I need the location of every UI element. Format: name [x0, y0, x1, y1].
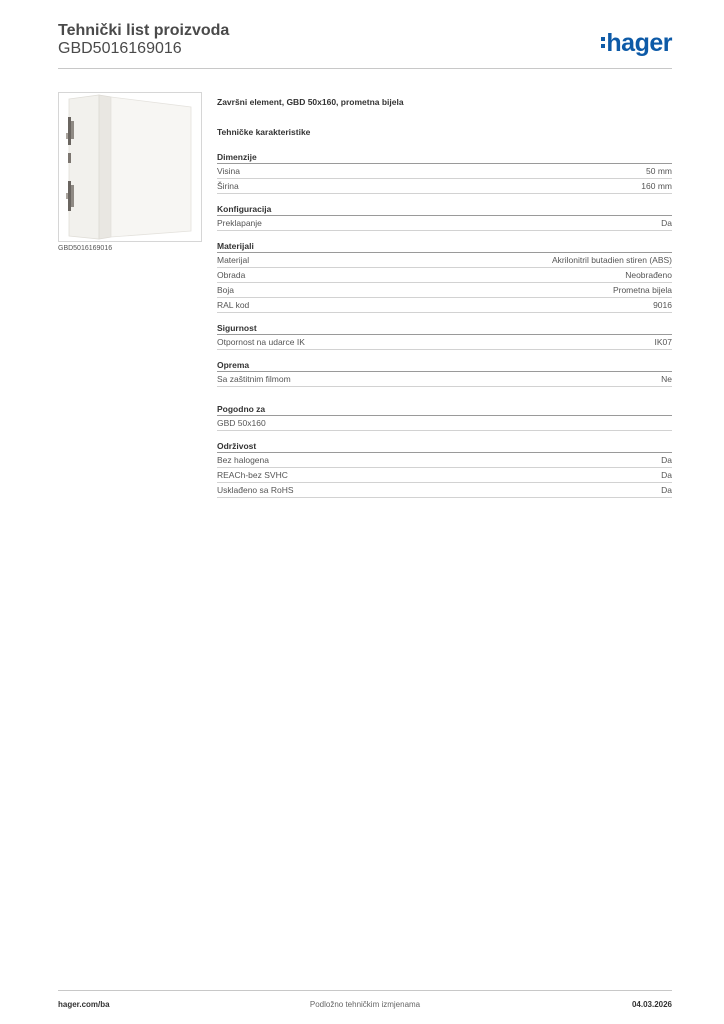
- spec-sections: [217, 151, 672, 498]
- spec-row: [217, 298, 672, 313]
- spec-label: Visina: [217, 166, 240, 176]
- spec-row: [217, 372, 672, 387]
- section-title: Održivost: [217, 440, 672, 453]
- spec-label: Boja: [217, 285, 235, 295]
- spec-value: 50 mm: [646, 166, 672, 176]
- page-footer: [58, 990, 672, 1021]
- section-title: Sigurnost: [217, 322, 672, 335]
- spec-row: [217, 253, 672, 268]
- spec-value: Akrilonitril butadien stiren (ABS): [552, 255, 672, 265]
- spec-label: Materijal: [217, 255, 250, 265]
- spec-section: [217, 203, 672, 231]
- spec-label: Bez halogena: [217, 455, 269, 465]
- spec-label: Širina: [217, 181, 239, 191]
- spec-label: Otpornost na udarce IK: [217, 337, 305, 347]
- footer-notice: Podložno tehničkim izmjenama: [309, 1000, 421, 1009]
- spec-row: [217, 335, 672, 350]
- section-title: Pogodno za: [217, 403, 672, 416]
- spec-value: Prometna bijela: [612, 285, 672, 295]
- spec-row: [217, 164, 672, 179]
- section-title: Konfiguracija: [217, 203, 672, 216]
- document-title: Tehnički list proizvoda: [58, 22, 230, 39]
- spec-row: [217, 268, 672, 283]
- section-title: Oprema: [217, 359, 672, 372]
- spec-row: [217, 483, 672, 498]
- spec-value: 9016: [653, 300, 672, 310]
- product-code: GBD5016169016: [58, 40, 182, 57]
- footer-website: hager.com/ba: [58, 1000, 110, 1009]
- product-name: Završni element, GBD 50x160, prometna bijela: [217, 97, 404, 107]
- spec-section: [217, 322, 672, 350]
- spec-value: Da: [661, 218, 672, 228]
- spec-label: Obrada: [217, 270, 246, 280]
- spec-section: [217, 151, 672, 194]
- section-title: Dimenzije: [217, 151, 672, 164]
- spec-label: RAL kod: [217, 300, 250, 310]
- spec-row: [217, 283, 672, 298]
- spec-row: [217, 216, 672, 231]
- spec-section: [217, 359, 672, 387]
- footer-date: 04.03.2026: [631, 1000, 672, 1009]
- logo-text: hager: [606, 29, 672, 57]
- page-header: [58, 22, 672, 69]
- logo-dots-icon: [601, 34, 605, 51]
- section-title: Materijali: [217, 240, 672, 253]
- spec-value: Neobrađeno: [625, 270, 672, 280]
- spec-value: Da: [661, 455, 672, 465]
- hager-logo: [601, 29, 672, 58]
- spec-section: [217, 240, 672, 313]
- spec-value: Ne: [661, 374, 672, 384]
- spec-section: [217, 403, 672, 431]
- spec-label: Sa zaštitnim filmom: [217, 374, 291, 384]
- product-image: [58, 92, 202, 242]
- image-caption: GBD5016169016: [58, 245, 113, 252]
- spec-label: Usklađeno sa RoHS: [217, 485, 294, 495]
- spec-row: [217, 416, 672, 431]
- spec-value: 160 mm: [641, 181, 672, 191]
- spec-label: GBD 50x160: [217, 418, 266, 428]
- spec-section: [217, 440, 672, 498]
- spec-label: Preklapanje: [217, 218, 262, 228]
- spec-label: REACh-bez SVHC: [217, 470, 288, 480]
- spec-value: Da: [661, 470, 672, 480]
- spec-row: [217, 179, 672, 194]
- spec-row: [217, 453, 672, 468]
- spec-value: IK07: [654, 337, 672, 347]
- tech-heading: Tehničke karakteristike: [217, 127, 311, 137]
- end-cap-illustration-icon: [59, 93, 201, 241]
- spec-value: Da: [661, 485, 672, 495]
- spec-row: [217, 468, 672, 483]
- spec-content: [217, 97, 672, 507]
